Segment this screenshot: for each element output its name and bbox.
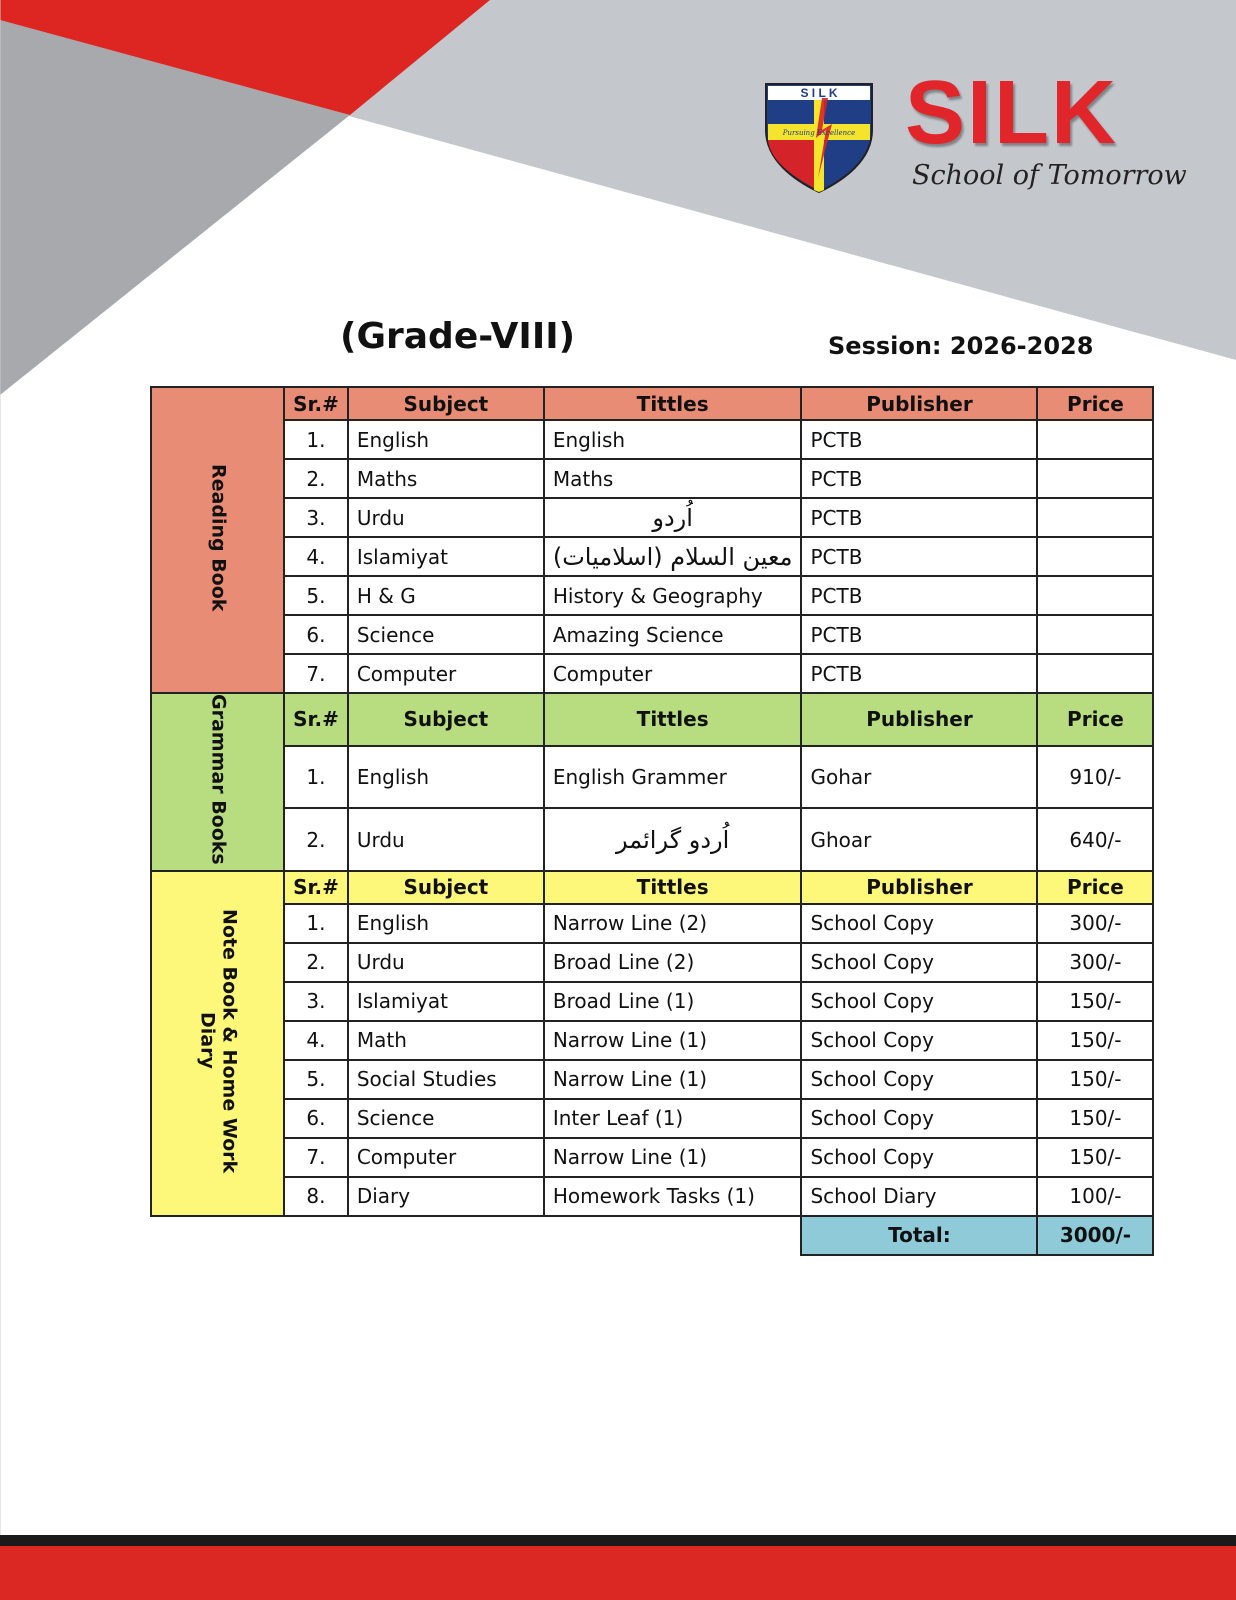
table-row: 5. Social Studies Narrow Line (1) School Copy 150/- [151,1060,1153,1099]
table-row: 7. Computer Narrow Line (1) School Copy 150/- [151,1138,1153,1177]
table-row: 2. Urdu اُردو گرائمر Ghoar 640/- [151,808,1153,870]
table-row: 8. Diary Homework Tasks (1) School Diary 100/- [151,1177,1153,1216]
notebook-header-row: Note Book & Home Work Diary Sr.# Subject Tittles Publisher Price [151,871,1153,904]
total-label: Total: [801,1216,1037,1255]
footer-stripe-dark [0,1535,1236,1546]
section-label-notebook: Note Book & Home Work Diary [151,871,284,1216]
table-row: 4. Islamiyat معین السلام (اسلامیات) PCTB [151,537,1153,576]
brand-tagline: School of Tomorrow [912,160,1187,191]
col-subject: Subject [348,387,544,420]
crest-letters: S I L K [800,86,838,100]
book-list-table [150,386,1154,1256]
table-row: 1. English English Grammer Gohar 910/- [151,746,1153,808]
table-row: 7. Computer Computer PCTB [151,654,1153,693]
total-row [151,1216,1153,1255]
table-row: 6. Science Amazing Science PCTB [151,615,1153,654]
crest-motto: Pursuing Excellence [782,129,856,137]
total-value: 3000/- [1037,1216,1153,1255]
table-row: 1. English English PCTB [151,420,1153,459]
grade-title: (Grade-VIII) [340,316,576,357]
table-row: 6. Science Inter Leaf (1) School Copy 150/- [151,1099,1153,1138]
footer-stripe-red [0,1546,1236,1600]
session-label: Session: 2026-2028 [828,332,1094,360]
reading-header-row [151,387,1153,420]
col-publisher: Publisher [801,387,1037,420]
col-titles: Tittles [544,387,802,420]
table-row: 1. English Narrow Line (2) School Copy 300/- [151,904,1153,943]
section-label-grammar: Grammar Books [151,693,284,871]
col-sr: Sr.# [284,387,348,420]
table-row: 4. Math Narrow Line (1) School Copy 150/- [151,1021,1153,1060]
section-label-reading: Reading Book [151,387,284,693]
table-row: 3. Urdu اُردو PCTB [151,498,1153,537]
table-row: 2. Urdu Broad Line (2) School Copy 300/- [151,943,1153,982]
table-row: 3. Islamiyat Broad Line (1) School Copy 150/- [151,982,1153,1021]
brand-name: SILK [905,63,1119,163]
table-row: 5. H & G History & Geography PCTB [151,576,1153,615]
table-row: 2. Maths Maths PCTB [151,459,1153,498]
grammar-header-row: Grammar Books Sr.# Subject Tittles Publisher Price [151,693,1153,746]
col-price: Price [1037,387,1153,420]
